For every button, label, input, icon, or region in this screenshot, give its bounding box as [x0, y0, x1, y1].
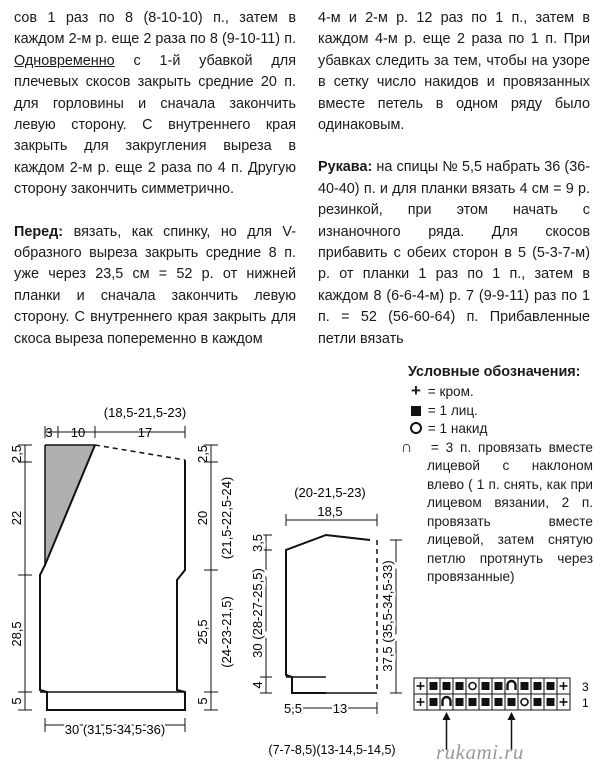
- chart-cell-filled: [453, 678, 466, 694]
- legend-item-decrease: ∩ = 3 п. провязать вместе лицевой с наклоном влево ( 1 п. снять, как при лицевом вязании, 2 п. провязать вместе лицевой, затем снятую петлю протянуть через провязанные): [400, 438, 593, 584]
- svg-text:5: 5: [195, 697, 210, 705]
- right-text-column: [318, 8, 590, 350]
- svg-text:22: 22: [9, 510, 24, 526]
- svg-text:(7-7-8,5)(13-14,5-14,5): (7-7-8,5)(13-14,5-14,5): [268, 743, 396, 757]
- chart-cell-filled: [505, 694, 518, 710]
- sleeves-paragraph: Рукава: на спицы № 5,5 набрать 36 (36-40-40) п. и для планки вязать 4 см = 9 р. резинкой, при этом начать с изнаночного ряда. Для скосов прибавить с обеих сторон в 5 (5-3-7-м) р. от планки 1 раз по 1 п., затем в каждом 8 (6-6-4-м) р. 7 (9-9-11) раз по 1 п. = 52 (56-60-64) п. Прибавленные петли вязать: [318, 159, 590, 347]
- left-paragraph-1: сов 1 раз по 8 (8-10-10) п., затем в каждом 2-м р. еще 2 раза по 8 (9-10-11) п. Одновременно с 1-й убавкой для плечевых скосов закрыть средние 20 п. для горловины и сначала закончить левую сторону. С внутреннего края закрыть для закругления выреза в каждом 2-м р. еще 2 раза по 4 п. Другую сторону закончить симметрично.: [14, 10, 296, 198]
- chart-cell-filled: [453, 694, 466, 710]
- sleeves-heading: Рукава:: [318, 159, 373, 176]
- chart-cell-cross: [414, 678, 427, 694]
- legend-item-edge: + = кром.: [408, 382, 593, 402]
- svg-text:20: 20: [195, 510, 210, 526]
- svg-text:3: 3: [45, 425, 53, 440]
- sleeve-outline: [286, 535, 370, 693]
- legend: [400, 362, 593, 587]
- svg-text:3,5: 3,5: [250, 533, 265, 553]
- legend-item-knit: = 1 лиц.: [408, 402, 593, 421]
- chart-cell-arch: [505, 678, 518, 694]
- svg-text:17: 17: [137, 425, 153, 440]
- sleeve-schematic: [250, 470, 410, 770]
- cross-icon: +: [411, 381, 421, 400]
- body-schematic: [0, 400, 260, 745]
- svg-text:(21,5-22,5-24): (21,5-22,5-24): [219, 476, 234, 560]
- front-paragraph: Перед: вязать, как спинку, но для V-образного выреза закрыть средние 8 п. уже через 23,5 см = 52 р. от нижней планки и сначала закончить левую сторону. С внутреннего края закрыть для скоса выреза попеременно в каждом: [14, 223, 296, 347]
- chart-cell-filled: [544, 678, 557, 694]
- svg-text:25,5: 25,5: [195, 619, 210, 645]
- chart-cell-filled: [531, 694, 544, 710]
- svg-text:37,5 (35,5-34,5-33): 37,5 (35,5-34,5-33): [380, 560, 395, 672]
- svg-text:(20-21,5-23): (20-21,5-23): [294, 485, 366, 500]
- chart-cell-circle: [466, 678, 479, 694]
- chart-cell-filled: [492, 678, 505, 694]
- svg-text:2,5: 2,5: [195, 444, 210, 464]
- chart-row-label: 1: [582, 696, 589, 710]
- watermark: rukami.ru: [436, 740, 524, 764]
- right-paragraph-1: 4-м и 2-м р. 12 раз по 1 п., затем в каждом 4-м р. еще 2 раза по 1 п. При убавках следить за тем, чтобы на узоре в сетку число накидов и провязанных вместе петель в одном ряду было одинаковым.: [318, 10, 590, 134]
- chart-cell-cross: [414, 694, 427, 710]
- circle-icon: [408, 420, 424, 439]
- filled-square-icon: [408, 402, 424, 421]
- svg-text:2,5: 2,5: [9, 444, 24, 464]
- chart-cell-cross: [557, 678, 570, 694]
- svg-text:13: 13: [332, 701, 348, 716]
- svg-text:18,5: 18,5: [317, 504, 343, 519]
- left-text-column: [14, 8, 296, 350]
- svg-text:5,5: 5,5: [283, 701, 303, 716]
- front-heading: Перед:: [14, 223, 64, 240]
- legend-title: Условные обозначения:: [408, 364, 581, 380]
- svg-text:28,5: 28,5: [9, 621, 24, 647]
- chart-cell-filled: [492, 694, 505, 710]
- svg-text:10: 10: [70, 425, 86, 440]
- chart-cell-cross: [557, 694, 570, 710]
- underlined-word: Одновременно: [14, 52, 115, 69]
- chart-cell-filled: [466, 694, 479, 710]
- chart-cell-filled: [531, 678, 544, 694]
- svg-text:(24-23-21,5): (24-23-21,5): [219, 596, 234, 668]
- arch-icon: ∩: [400, 438, 413, 456]
- chart-cell-filled: [479, 694, 492, 710]
- body-top-width-label: (18,5-21,5-23): [103, 405, 187, 420]
- chart-cell-filled: [427, 694, 440, 710]
- chart-cell-filled: [427, 678, 440, 694]
- chart-cell-arch: [440, 694, 453, 710]
- chart-cell-filled: [479, 678, 492, 694]
- svg-text:5: 5: [9, 697, 24, 705]
- chart-cell-filled: [544, 694, 557, 710]
- legend-item-yarn-over: = 1 накид: [408, 420, 593, 439]
- svg-text:30 (28-27-25,5): 30 (28-27-25,5): [250, 568, 265, 658]
- chart-cell-filled: [440, 678, 453, 694]
- chart-row-label: 3: [582, 680, 589, 694]
- svg-text:4: 4: [250, 681, 265, 689]
- chart-cell-circle: [518, 694, 531, 710]
- body-bottom-width-label: 30 (31,5-34,5-36): [64, 722, 166, 737]
- chart-cell-filled: [518, 678, 531, 694]
